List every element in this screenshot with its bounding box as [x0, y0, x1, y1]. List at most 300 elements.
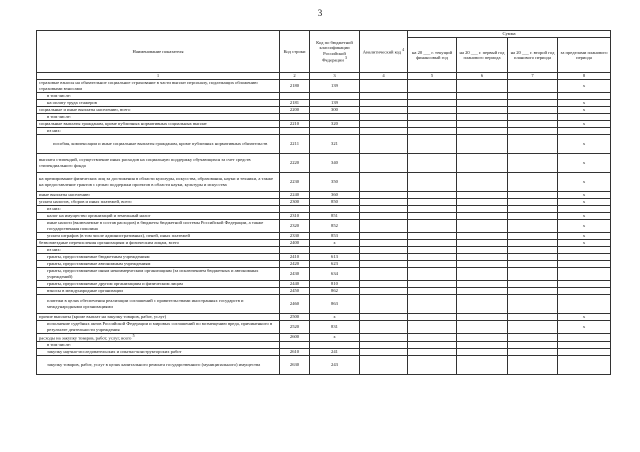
table-row	[37, 219, 611, 232]
row-name-text: уплата штрафов (в том числе административных), пеней, иных платежей	[47, 232, 190, 238]
row-sum-current	[408, 205, 457, 212]
row-analytic-code	[360, 212, 408, 219]
row-name	[37, 198, 280, 205]
header-first-plan-year: на 20 ___ г. первый год планового периода	[457, 38, 508, 73]
row-sum-second	[508, 287, 558, 294]
row-sum-beyond	[558, 205, 611, 212]
row-name-text: в том числе:	[47, 92, 71, 98]
table-row	[37, 212, 611, 219]
row-name	[37, 253, 280, 260]
row-analytic-code	[360, 99, 408, 106]
row-analytic-code	[360, 267, 408, 280]
row-sum-first	[457, 260, 508, 267]
row-name-text: гранты, предоставляемые другим организациям и физическим лицам	[47, 280, 183, 286]
row-sum-current	[408, 280, 457, 287]
row-sum-beyond: x	[558, 134, 611, 153]
header-current-year: на 20 ___ г. текущий финансовый год	[408, 38, 457, 73]
row-sum-second	[508, 106, 558, 113]
row-budget-code	[310, 113, 360, 120]
row-sum-current	[408, 134, 457, 153]
row-sum-second	[508, 341, 558, 348]
row-sum-first	[457, 191, 508, 198]
financial-plan-table	[36, 30, 611, 375]
row-name-text: на премирование физических лиц за достижения в области культуры, искусства, образования, науки и техники, а также на предоставление грантов с целью поддержки проектов в области науки, культуры и искусства	[39, 176, 274, 187]
row-budget-code: x	[310, 239, 360, 246]
row-code: 2181	[280, 99, 310, 106]
row-budget-code: 852	[310, 219, 360, 232]
row-budget-code: 139	[310, 99, 360, 106]
row-sum-first	[457, 287, 508, 294]
row-code: 2180	[280, 79, 310, 92]
row-sum-beyond: x	[558, 198, 611, 205]
row-name-text: в том числе:	[47, 113, 71, 119]
row-name-text: взносы в международные организации	[47, 287, 123, 293]
row-sum-current	[408, 333, 457, 341]
row-analytic-code	[360, 153, 408, 172]
row-name	[37, 294, 280, 313]
table-row	[37, 355, 611, 374]
row-name-text: исполнение судебных актов Российской Федерации и мировых соглашений по возмещению вреда, причиненного в результате деятельности учреждения	[47, 321, 273, 332]
row-sum-first	[457, 113, 508, 120]
row-sum-beyond	[558, 246, 611, 253]
row-code: 2600	[280, 333, 310, 341]
row-name-text: социальные и иные выплаты населению, всего	[39, 106, 131, 112]
table-row	[37, 79, 611, 92]
row-budget-code: 850	[310, 198, 360, 205]
table-row	[37, 267, 611, 280]
row-sum-second	[508, 113, 558, 120]
row-sum-beyond: x	[558, 191, 611, 198]
row-code	[280, 113, 310, 120]
table-row	[37, 253, 611, 260]
row-name	[37, 333, 280, 341]
table-row	[37, 120, 611, 127]
row-sum-first	[457, 127, 508, 134]
row-analytic-code	[360, 113, 408, 120]
row-sum-second	[508, 280, 558, 287]
row-sum-second	[508, 294, 558, 313]
row-sum-first	[457, 333, 508, 341]
row-name	[37, 341, 280, 348]
row-sum-second	[508, 219, 558, 232]
row-name	[37, 287, 280, 294]
row-sum-current	[408, 313, 457, 320]
row-sum-current	[408, 239, 457, 246]
row-name	[37, 219, 280, 232]
row-name	[37, 153, 280, 172]
row-sum-beyond: x	[558, 239, 611, 246]
table-row	[37, 260, 611, 267]
row-sum-beyond: x	[558, 313, 611, 320]
row-sum-first	[457, 79, 508, 92]
row-name-text: из них:	[47, 205, 61, 211]
row-sum-first	[457, 280, 508, 287]
row-budget-code: 340	[310, 153, 360, 172]
row-name-text: пособия, компенсации и иные социальные выплаты гражданам, кроме публичных нормативных обязательств	[53, 140, 268, 146]
row-sum-first	[457, 267, 508, 280]
row-sum-current	[408, 267, 457, 280]
row-name	[37, 348, 280, 355]
row-sum-second	[508, 253, 558, 260]
column-numbers-row	[37, 73, 611, 80]
row-sum-current	[408, 320, 457, 333]
row-budget-code: 241	[310, 348, 360, 355]
row-sum-first	[457, 134, 508, 153]
table-body	[37, 73, 611, 375]
column-number: 4	[360, 73, 408, 80]
row-analytic-code	[360, 198, 408, 205]
row-name-text: гранты, предоставляемые иным некоммерческим организациям (за исключением бюджетных и автономных учреждений)	[47, 268, 259, 279]
row-code: 2460	[280, 294, 310, 313]
row-name-text: в том числе:	[47, 342, 71, 348]
row-sum-current	[408, 294, 457, 313]
row-sum-beyond: x	[558, 219, 611, 232]
row-sum-current	[408, 127, 457, 134]
row-sum-first	[457, 239, 508, 246]
row-sum-beyond	[558, 113, 611, 120]
row-name-text: расходы на закупку товаров, работ, услуг, всего	[39, 335, 132, 341]
row-code	[280, 205, 310, 212]
column-number: 1	[37, 73, 280, 80]
row-budget-code: 853	[310, 232, 360, 239]
row-sum-current	[408, 260, 457, 267]
row-code: 2520	[280, 320, 310, 333]
row-name	[37, 120, 280, 127]
table-row	[37, 341, 611, 348]
row-code: 2300	[280, 198, 310, 205]
row-code: 2211	[280, 134, 310, 153]
row-name-text: закупку товаров, работ, услуг в целях капитального ремонта государственного (муниципального) имущества	[47, 362, 261, 368]
row-sum-beyond: x	[558, 79, 611, 92]
row-sum-current	[408, 219, 457, 232]
row-sum-beyond	[558, 267, 611, 280]
row-sum-beyond	[558, 287, 611, 294]
header-budget-classification: Код по бюджетной классификации Российской Федерации $^3$	[310, 31, 360, 73]
row-sum-second	[508, 99, 558, 106]
header-second-plan-year: на 20 ___ г. второй год планового периода	[508, 38, 558, 73]
row-sum-beyond	[558, 253, 611, 260]
table-row	[37, 287, 611, 294]
table-row	[37, 106, 611, 113]
row-sum-current	[408, 198, 457, 205]
row-budget-code: x	[310, 313, 360, 320]
row-sum-second	[508, 355, 558, 374]
row-name	[37, 246, 280, 253]
row-sum-current	[408, 99, 457, 106]
row-budget-code: 321	[310, 134, 360, 153]
row-budget-code: x	[310, 333, 360, 341]
row-analytic-code	[360, 287, 408, 294]
row-budget-code: 613	[310, 253, 360, 260]
row-analytic-code	[360, 313, 408, 320]
row-sum-current	[408, 79, 457, 92]
row-sum-current	[408, 287, 457, 294]
row-analytic-code	[360, 253, 408, 260]
row-sum-first	[457, 313, 508, 320]
row-code: 2500	[280, 313, 310, 320]
row-analytic-code	[360, 134, 408, 153]
row-analytic-code	[360, 341, 408, 348]
row-analytic-code	[360, 280, 408, 287]
row-sum-second	[508, 260, 558, 267]
row-sum-beyond	[558, 294, 611, 313]
row-sum-second	[508, 127, 558, 134]
row-sum-first	[457, 92, 508, 99]
row-analytic-code	[360, 355, 408, 374]
row-budget-code: 243	[310, 355, 360, 374]
row-name-text: прочие выплаты (кроме выплат на закупку товаров, работ, услуг)	[39, 313, 167, 319]
row-sum-first	[457, 246, 508, 253]
table-row	[37, 153, 611, 172]
row-name-text: из них:	[47, 127, 61, 133]
row-code	[280, 246, 310, 253]
row-code: 2410	[280, 253, 310, 260]
row-budget-code: 810	[310, 280, 360, 287]
row-sum-beyond	[558, 260, 611, 267]
row-budget-code	[310, 341, 360, 348]
table-row	[37, 191, 611, 198]
row-sum-beyond: x	[558, 106, 611, 113]
header-sum: Сумма	[408, 31, 611, 38]
row-sum-beyond	[558, 127, 611, 134]
row-code: 2320	[280, 219, 310, 232]
row-code: 2330	[280, 232, 310, 239]
row-sum-current	[408, 253, 457, 260]
row-analytic-code	[360, 239, 408, 246]
row-sum-current	[408, 106, 457, 113]
table-row	[37, 127, 611, 134]
table-row	[37, 348, 611, 355]
row-budget-code: 851	[310, 212, 360, 219]
column-number: 6	[457, 73, 508, 80]
row-sum-first	[457, 198, 508, 205]
row-sum-beyond	[558, 333, 611, 341]
row-sum-beyond: x	[558, 212, 611, 219]
row-budget-code: 623	[310, 260, 360, 267]
row-code: 2440	[280, 280, 310, 287]
row-name	[37, 92, 280, 99]
row-sum-second	[508, 92, 558, 99]
row-name-text: на оплату труда стажеров	[47, 99, 97, 105]
row-name-text: иные выплаты населению	[39, 191, 90, 197]
row-budget-code: 139	[310, 79, 360, 92]
row-name-text: из них:	[47, 246, 61, 252]
table-row	[37, 134, 611, 153]
row-name-text: безвозмездные перечисления организациям и физическим лицам, всего	[39, 239, 179, 245]
row-name	[37, 79, 280, 92]
row-sum-second	[508, 212, 558, 219]
row-sum-second	[508, 246, 558, 253]
row-name	[37, 127, 280, 134]
row-sum-first	[457, 99, 508, 106]
row-sum-beyond	[558, 280, 611, 287]
row-sum-first	[457, 106, 508, 113]
column-number: 8	[558, 73, 611, 80]
row-budget-code: 360	[310, 191, 360, 198]
header-beyond-plan: за пределами планового периода	[558, 38, 611, 73]
row-sum-first	[457, 172, 508, 191]
row-sum-current	[408, 153, 457, 172]
row-sum-second	[508, 232, 558, 239]
row-name	[37, 99, 280, 106]
column-number: 5	[408, 73, 457, 80]
row-budget-code: 831	[310, 320, 360, 333]
row-name	[37, 106, 280, 113]
row-analytic-code	[360, 232, 408, 239]
row-sum-first	[457, 341, 508, 348]
row-name	[37, 172, 280, 191]
row-analytic-code	[360, 320, 408, 333]
column-number: 7	[508, 73, 558, 80]
row-code	[280, 127, 310, 134]
table-row	[37, 205, 611, 212]
row-sum-first	[457, 294, 508, 313]
row-code: 2630	[280, 355, 310, 374]
row-sum-first	[457, 120, 508, 127]
row-name	[37, 267, 280, 280]
row-budget-code	[310, 127, 360, 134]
row-budget-code	[310, 92, 360, 99]
row-code: 2200	[280, 106, 310, 113]
footnote-marker: 5	[132, 333, 135, 338]
row-name	[37, 280, 280, 287]
row-sum-beyond	[558, 341, 611, 348]
row-sum-beyond: x	[558, 172, 611, 191]
row-sum-current	[408, 212, 457, 219]
row-sum-current	[408, 246, 457, 253]
table-row	[37, 239, 611, 246]
row-code	[280, 341, 310, 348]
row-name-text: выплата стипендий, осуществление иных расходов на социальную поддержку обучающихся за счет средств стипендиального фонда	[39, 157, 251, 168]
row-analytic-code	[360, 219, 408, 232]
row-name-text: иные налоги (включаемые в состав расходов) в бюджеты бюджетной системы Российской Федерации, а также государственная пошлина	[47, 220, 264, 231]
row-name	[37, 232, 280, 239]
table-row	[37, 172, 611, 191]
row-analytic-code	[360, 172, 408, 191]
row-name	[37, 260, 280, 267]
row-code: 2230	[280, 172, 310, 191]
row-analytic-code	[360, 127, 408, 134]
row-sum-beyond	[558, 348, 611, 355]
header-name: Наименование показателя	[37, 31, 280, 73]
row-code: 2450	[280, 287, 310, 294]
row-sum-first	[457, 320, 508, 333]
row-code: 2310	[280, 212, 310, 219]
row-sum-beyond: x	[558, 320, 611, 333]
row-name	[37, 113, 280, 120]
row-sum-current	[408, 172, 457, 191]
row-sum-current	[408, 232, 457, 239]
row-sum-beyond: x	[558, 153, 611, 172]
row-name	[37, 239, 280, 246]
row-analytic-code	[360, 191, 408, 198]
row-analytic-code	[360, 348, 408, 355]
row-name-text: налог на имущество организаций и земельный налог	[47, 212, 151, 218]
row-sum-beyond: x	[558, 120, 611, 127]
column-number: 2	[280, 73, 310, 80]
row-budget-code: 300	[310, 106, 360, 113]
row-code: 2210	[280, 120, 310, 127]
row-budget-code: 862	[310, 287, 360, 294]
row-sum-first	[457, 219, 508, 232]
row-analytic-code	[360, 205, 408, 212]
table-row	[37, 294, 611, 313]
row-budget-code: 634	[310, 267, 360, 280]
row-sum-current	[408, 92, 457, 99]
row-name-text: закупку научно-исследовательских и опытно-конструкторских работ	[47, 349, 182, 355]
row-name	[37, 191, 280, 198]
column-number: 3	[310, 73, 360, 80]
table-row	[37, 320, 611, 333]
row-sum-second	[508, 333, 558, 341]
row-sum-first	[457, 205, 508, 212]
table-row	[37, 232, 611, 239]
table-row	[37, 313, 611, 320]
row-name	[37, 212, 280, 219]
row-sum-second	[508, 79, 558, 92]
table-row	[37, 92, 611, 99]
row-sum-second	[508, 153, 558, 172]
row-sum-second	[508, 120, 558, 127]
row-code: 2610	[280, 348, 310, 355]
row-sum-first	[457, 153, 508, 172]
header-analytic-code: Аналитический код $^4$	[360, 31, 408, 73]
row-sum-second	[508, 320, 558, 333]
row-sum-current	[408, 355, 457, 374]
row-sum-beyond	[558, 92, 611, 99]
row-analytic-code	[360, 333, 408, 341]
row-name-text: гранты, предоставляемые бюджетным учреждениям	[47, 253, 150, 259]
row-sum-beyond	[558, 355, 611, 374]
row-sum-second	[508, 313, 558, 320]
table-row	[37, 113, 611, 120]
row-name-text: социальные выплаты гражданам, кроме публичных нормативных социальных выплат	[39, 120, 207, 126]
row-sum-current	[408, 341, 457, 348]
row-code: 2420	[280, 260, 310, 267]
row-sum-beyond: x	[558, 232, 611, 239]
table-row	[37, 198, 611, 205]
row-sum-beyond: x	[558, 99, 611, 106]
row-sum-second	[508, 191, 558, 198]
row-sum-first	[457, 232, 508, 239]
row-analytic-code	[360, 120, 408, 127]
row-sum-first	[457, 355, 508, 374]
row-budget-code	[310, 205, 360, 212]
row-name	[37, 134, 280, 153]
row-code: 2400	[280, 239, 310, 246]
row-code	[280, 92, 310, 99]
header-code: Код строки	[280, 31, 310, 73]
row-analytic-code	[360, 294, 408, 313]
row-sum-first	[457, 253, 508, 260]
row-name-text: уплата налогов, сборов и иных платежей, всего	[39, 198, 132, 204]
row-analytic-code	[360, 106, 408, 113]
row-code: 2430	[280, 267, 310, 280]
row-sum-second	[508, 267, 558, 280]
row-name-text: страховые взносы на обязательное социальное страхование в части выплат персоналу, подлежащих обложению страховыми взносами	[39, 80, 258, 91]
row-sum-second	[508, 205, 558, 212]
row-analytic-code	[360, 92, 408, 99]
row-name	[37, 320, 280, 333]
table-row	[37, 99, 611, 106]
row-budget-code: 863	[310, 294, 360, 313]
table-row	[37, 333, 611, 341]
row-sum-second	[508, 239, 558, 246]
row-budget-code: 320	[310, 120, 360, 127]
row-analytic-code	[360, 79, 408, 92]
row-name	[37, 205, 280, 212]
table-row	[37, 246, 611, 253]
